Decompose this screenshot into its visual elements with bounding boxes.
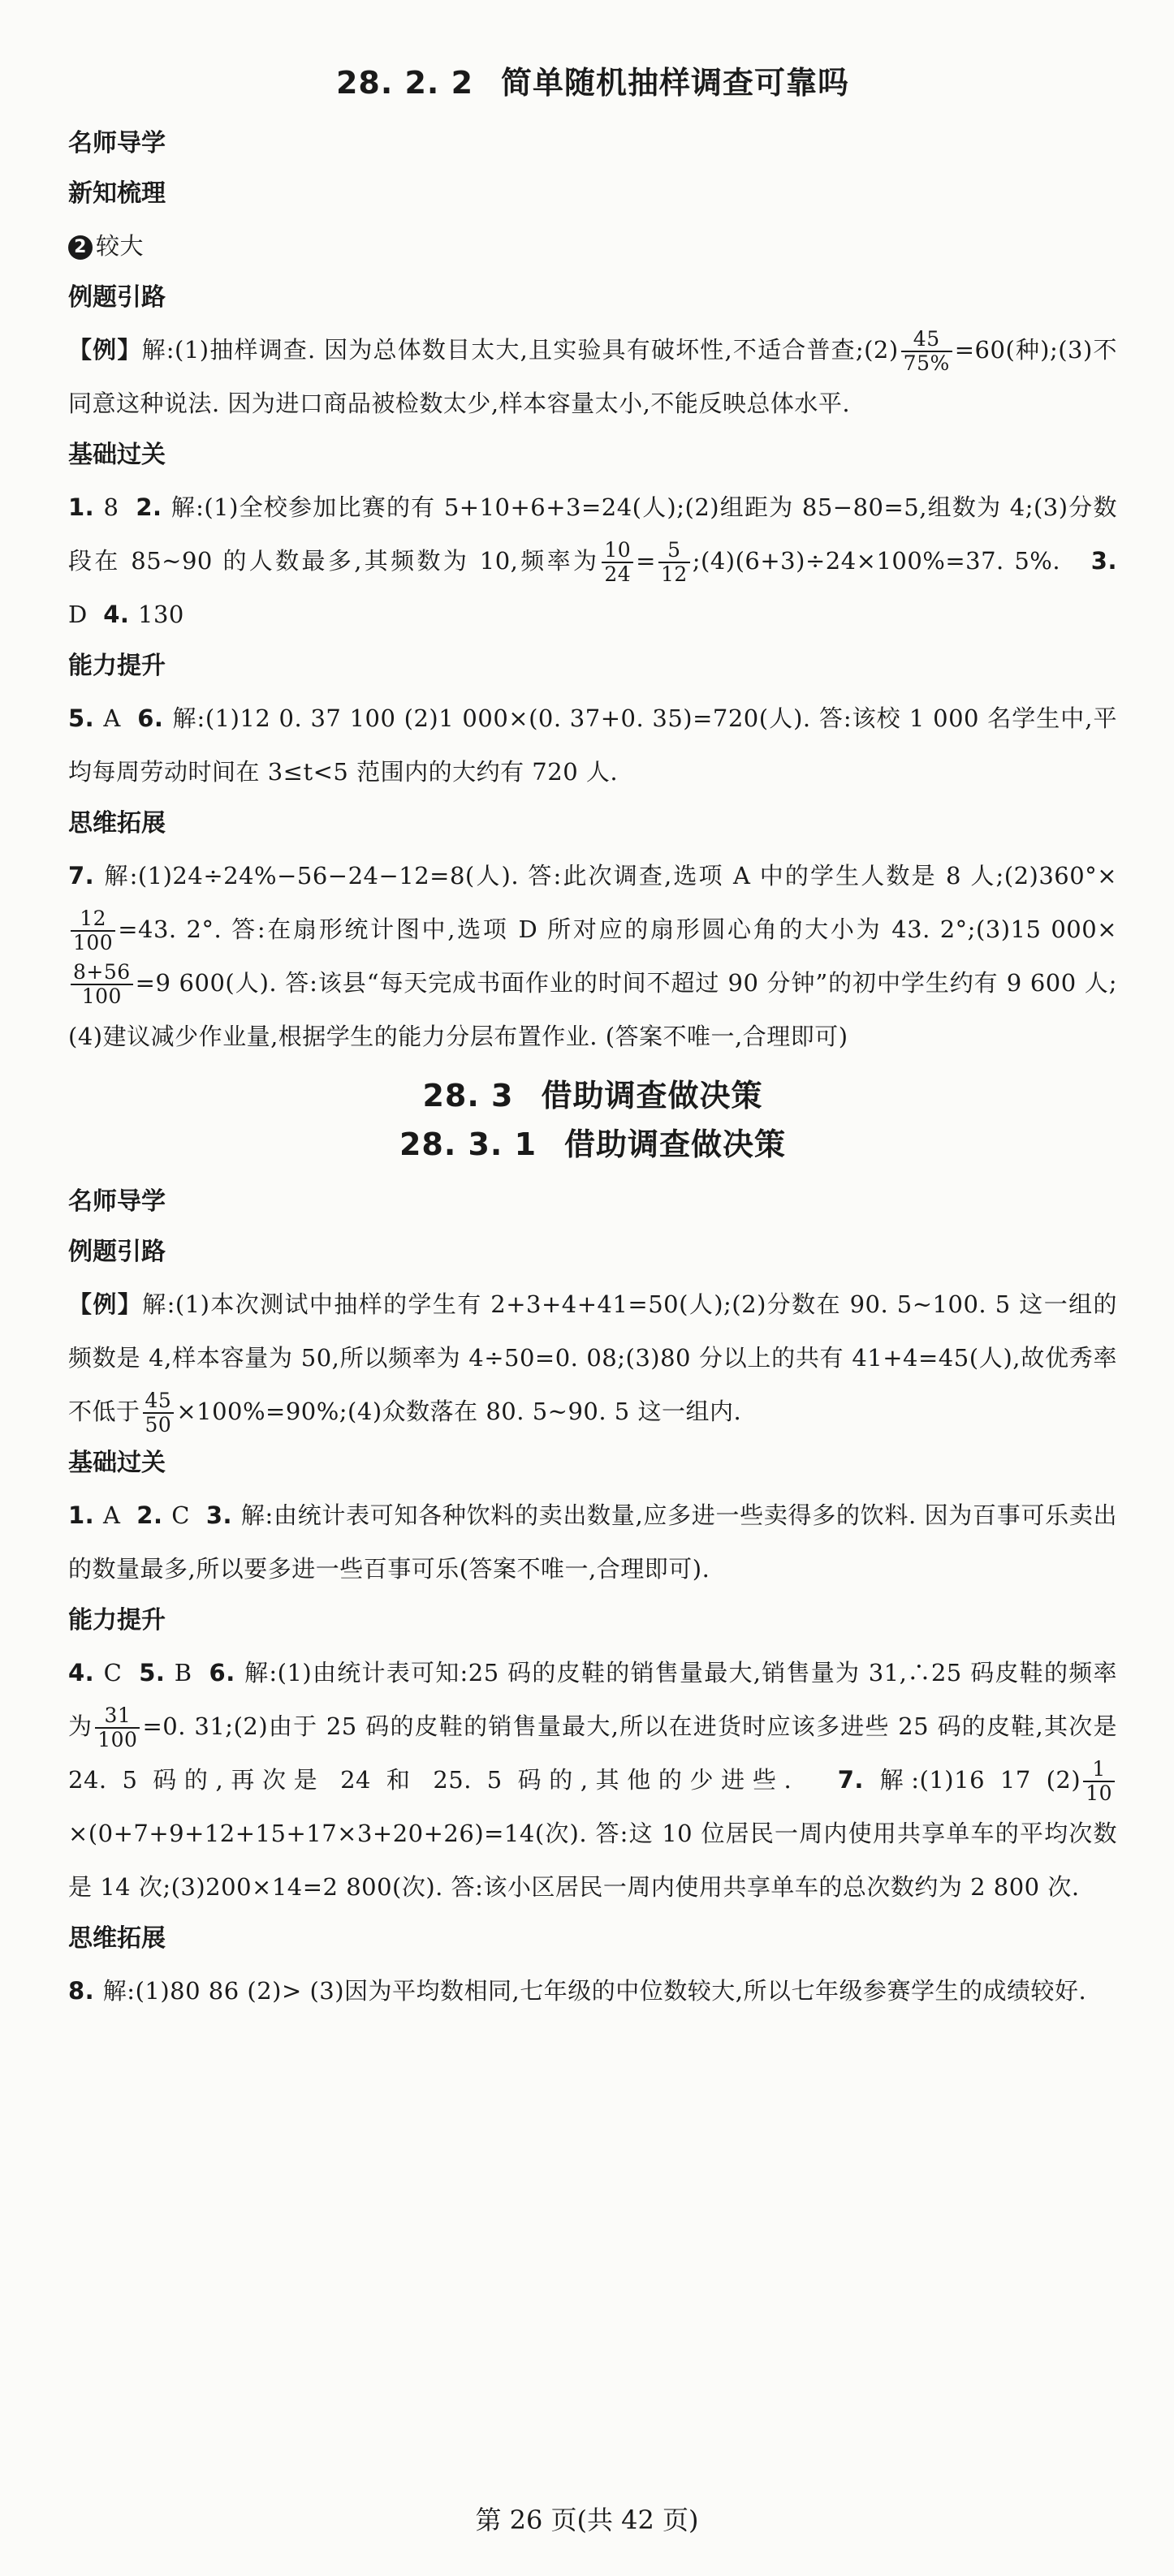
heading-mingshi-2: 名师导学 — [68, 1187, 166, 1216]
fraction: $\frac{45}{75\%}$ — [901, 328, 952, 375]
nengli-answers-2: 4. C 5. B 6. 解:(1)由统计表可知:25 码的皮鞋的销售量最大,销售量为 31,∴25 码皮鞋的频率为 $\frac{31}{100}$ =0. 31;(2)由于 25 码的皮鞋的销售量最大,所以在进货时应该多进些 25 码的皮鞋,其次是 24. 5 码的,再次是 24 和 25. 5 码的,其他的少进些. 7. 解:(1)16 17 (2) $\frac{1}{10}$ ×(0+7+9+12+15+17×3+20+26)=14(次). 答:这 10 位居民一周内使用共享单车的平均次数是 14 次;(3)200×14=2 800(次). 答:该小区居民一周内使用共享单车的总次数约为 2 800 次. — [68, 1659, 1118, 1901]
fraction: $\frac{5}{12}$ — [658, 539, 690, 586]
fraction: $\frac{8+56}{100}$ — [71, 961, 133, 1008]
heading-mingshi: 名师导学 — [68, 129, 166, 157]
heading-jichu-2: 基础过关 — [68, 1449, 166, 1477]
page-footer: 第 26 页(共 42 页) — [475, 2505, 699, 2535]
circled-number-icon: 2 — [68, 235, 93, 260]
fraction: $\frac{1}{10}$ — [1083, 1758, 1115, 1805]
siwei-answers-2: 8. 解:(1)80 86 (2)> (3)因为平均数相同,七年级的中位数较大,所以七年级参赛学生的成绩较好. — [68, 1977, 1087, 2005]
heading-nengli: 能力提升 — [68, 652, 166, 680]
fraction: $\frac{45}{50}$ — [143, 1389, 175, 1437]
siwei-answers: 7. 解:(1)24÷24%−56−24−12=8(人). 答:此次调查,选项 A 中的学生人数是 8 人;(2)360°× $\frac{12}{100}$ =43. 2°. 答:在扇形统计图中,选项 D 所对应的扇形圆心角的大小为 43. 2°;(3)15 000× $\frac{8+56}{100}$ =9 600(人). 答:该县“每天完成书面作业的时间不超过 90 分钟”的初中学生约有 9 600 人;(4)建议减少作业量,根据学生的能力分层布置作业. (答案不唯一,合理即可) — [68, 862, 1117, 1050]
nengli-answers: 5. A 6. 解:(1)12 0. 37 100 (2)1 000×(0. 37+0. 35)=720(人). 答:该校 1 000 名学生中,平均每周劳动时间在 3≤t<5 范围内的大约有 720 人. — [68, 704, 1117, 786]
heading-siwei: 思维拓展 — [68, 809, 166, 838]
fraction: $\frac{31}{100}$ — [95, 1704, 140, 1751]
heading-nengli-2: 能力提升 — [68, 1606, 166, 1635]
fraction: $\frac{10}{24}$ — [602, 539, 633, 586]
fraction: $\frac{12}{100}$ — [71, 907, 115, 954]
section-title-28-3-1: 28. 3. 1 借助调查做决策 — [399, 1126, 787, 1162]
example-answer: 【例】解:(1)抽样调查. 因为总体数目太大,且实验具有破坏性,不适合普查;(2) $\frac{45}{75\%}$ =60(种);(3)不同意这种说法. 因为进口商品被检数太少,样本容量太小,不能反映总体水平. — [68, 327, 1117, 417]
jichu-answers-2: 1. A 2. C 3. 解:由统计表可知各种饮料的卖出数量,应多进一些卖得多的饮料. 因为百事可乐卖出的数量最多,所以要多进一些百事可乐(答案不唯一,合理即可). — [68, 1501, 1118, 1583]
jichu-answers: 1. 8 2. 解:(1)全校参加比赛的有 5+10+6+3=24(人);(2)组距为 85−80=5,组数为 4;(3)分数段在 85~90 的人数最多,其频数为 10,频率为 $\frac{10}{24}$ = $\frac{5}{12}$ ;(4)(6+3)÷24×100%=37. 5%. 3. D 4. 130 — [68, 493, 1118, 628]
heading-xinzhi: 新知梳理 — [68, 179, 166, 208]
heading-siwei-2: 思维拓展 — [68, 1924, 166, 1953]
section-title-28-3: 28. 3 借助调查做决策 — [422, 1078, 763, 1114]
section-title-28-2-2: 28. 2. 2 简单随机抽样调查可靠吗 — [335, 65, 850, 101]
heading-jichu: 基础过关 — [68, 441, 166, 469]
xinzhi-answer: 2 较大 — [68, 219, 1117, 273]
heading-liti-2: 例题引路 — [68, 1238, 166, 1266]
example-answer-2: 【例】解:(1)本次测试中抽样的学生有 2+3+4+41=50(人);(2)分数在 90. 5~100. 5 这一组的频数是 4,样本容量为 50,所以频率为 4÷50=0. 08;(3)80 分以上的共有 41+4=45(人),故优秀率不低于 $\frac{45}{50}$ ×100%=90%;(4)众数落在 80. 5~90. 5 这一组内. — [68, 1290, 1117, 1437]
heading-liti: 例题引路 — [68, 283, 166, 312]
